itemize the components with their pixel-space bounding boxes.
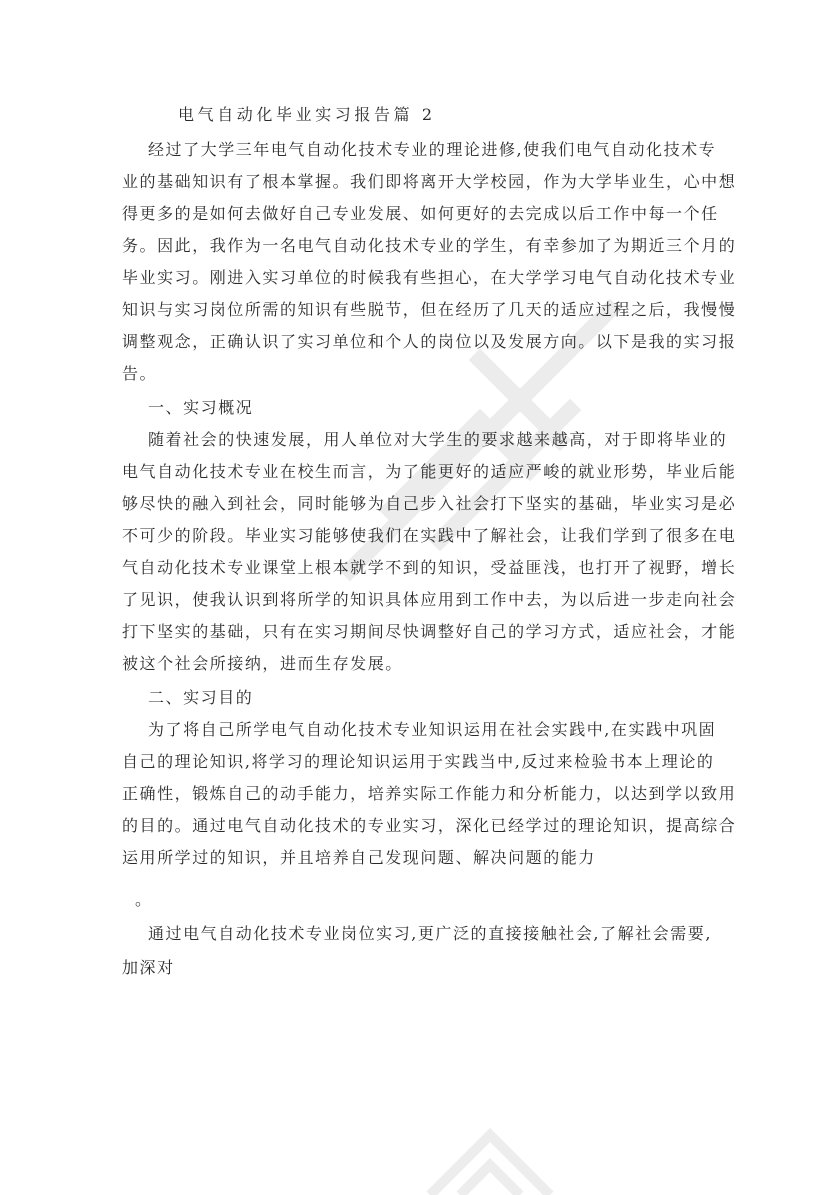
text-line: 气自动化技术专业课堂上根本就学不到的知识，受益匪浅，也打开了视野，增长 (122, 558, 737, 577)
text-line: 运用所学过的知识，并且培养自己发现问题、解决问题的能力 (122, 848, 596, 867)
text-line: 告。 (122, 364, 158, 383)
text-line: 得更多的是如何去做好自己专业发展、如何更好的去完成以后工作中每一个任 (122, 204, 719, 223)
text-line: 业的基础知识有了根本掌握。我们即将离开大学校园，作为大学毕业生，心中想 (122, 172, 737, 191)
text-line: 打下坚实的基础，只有在实习期间尽快调整好自己的学习方式，适应社会，才能 (122, 622, 737, 641)
text-line: 经过了大学三年电气自动化技术专业的理论进修,使我们电气自动化技术专 (148, 140, 717, 159)
text-line: 毕业实习。刚进入实习单位的时候我有些担心，在大学学习电气自动化技术专业 (122, 268, 737, 287)
text-line: 被这个社会所接纳，进而生存发展。 (122, 654, 403, 673)
text-line: 电气自动化技术专业在校生而言，为了能更好的适应严峻的就业形势，毕业后能 (122, 462, 737, 481)
document-title: 电气自动化毕业实习报告篇 2 (178, 105, 436, 124)
text-line: 自己的理论知识,将学习的理论知识运用于实践当中,反过来检验书本上理论的 (122, 752, 715, 771)
text-line: 了见识，使我认识到将所学的知识具体应用到工作中去，为以后进一步走向社会 (122, 590, 737, 609)
text-line: 知识与实习岗位所需的知识有些脱节，但在经历了几天的适应过程之后，我慢慢 (122, 300, 737, 319)
text-line: 随着社会的快速发展，用人单位对大学生的要求越来越高，对于即将毕业的 (148, 430, 728, 449)
text-line: 。 (135, 890, 153, 909)
text-line: 为了将自己所学电气自动化技术专业知识运用在社会实践中,在实践中巩固 (148, 720, 717, 739)
text-line: 加深对 (122, 958, 175, 977)
text-line: 正确性，锻炼自己的动手能力，培养实际工作能力和分析能力，以达到学以致用 (122, 784, 737, 803)
text-line: 通过电气自动化技术专业岗位实习,更广泛的直接接触社会,了解社会需要, (148, 924, 712, 943)
text-line: 调整观念，正确认识了实习单位和个人的岗位以及发展方向。以下是我的实习报 (122, 332, 737, 351)
watermark-logo-bottom-icon (420, 1115, 560, 1195)
text-line: 一、实习概况 (148, 398, 254, 417)
text-line: 务。因此，我作为一名电气自动化技术专业的学生，有幸参加了为期近三个月的 (122, 236, 737, 255)
text-line: 二、实习目的 (148, 688, 254, 707)
text-line: 的目的。通过电气自动化技术的专业实习，深化已经学过的理论知识，提高综合 (122, 816, 737, 835)
text-line: 够尽快的融入到社会，同时能够为自己步入社会打下坚实的基础，毕业实习是必 (122, 494, 737, 513)
text-line: 不可少的阶段。毕业实习能够使我们在实践中了解社会，让我们学到了很多在电 (122, 526, 737, 545)
